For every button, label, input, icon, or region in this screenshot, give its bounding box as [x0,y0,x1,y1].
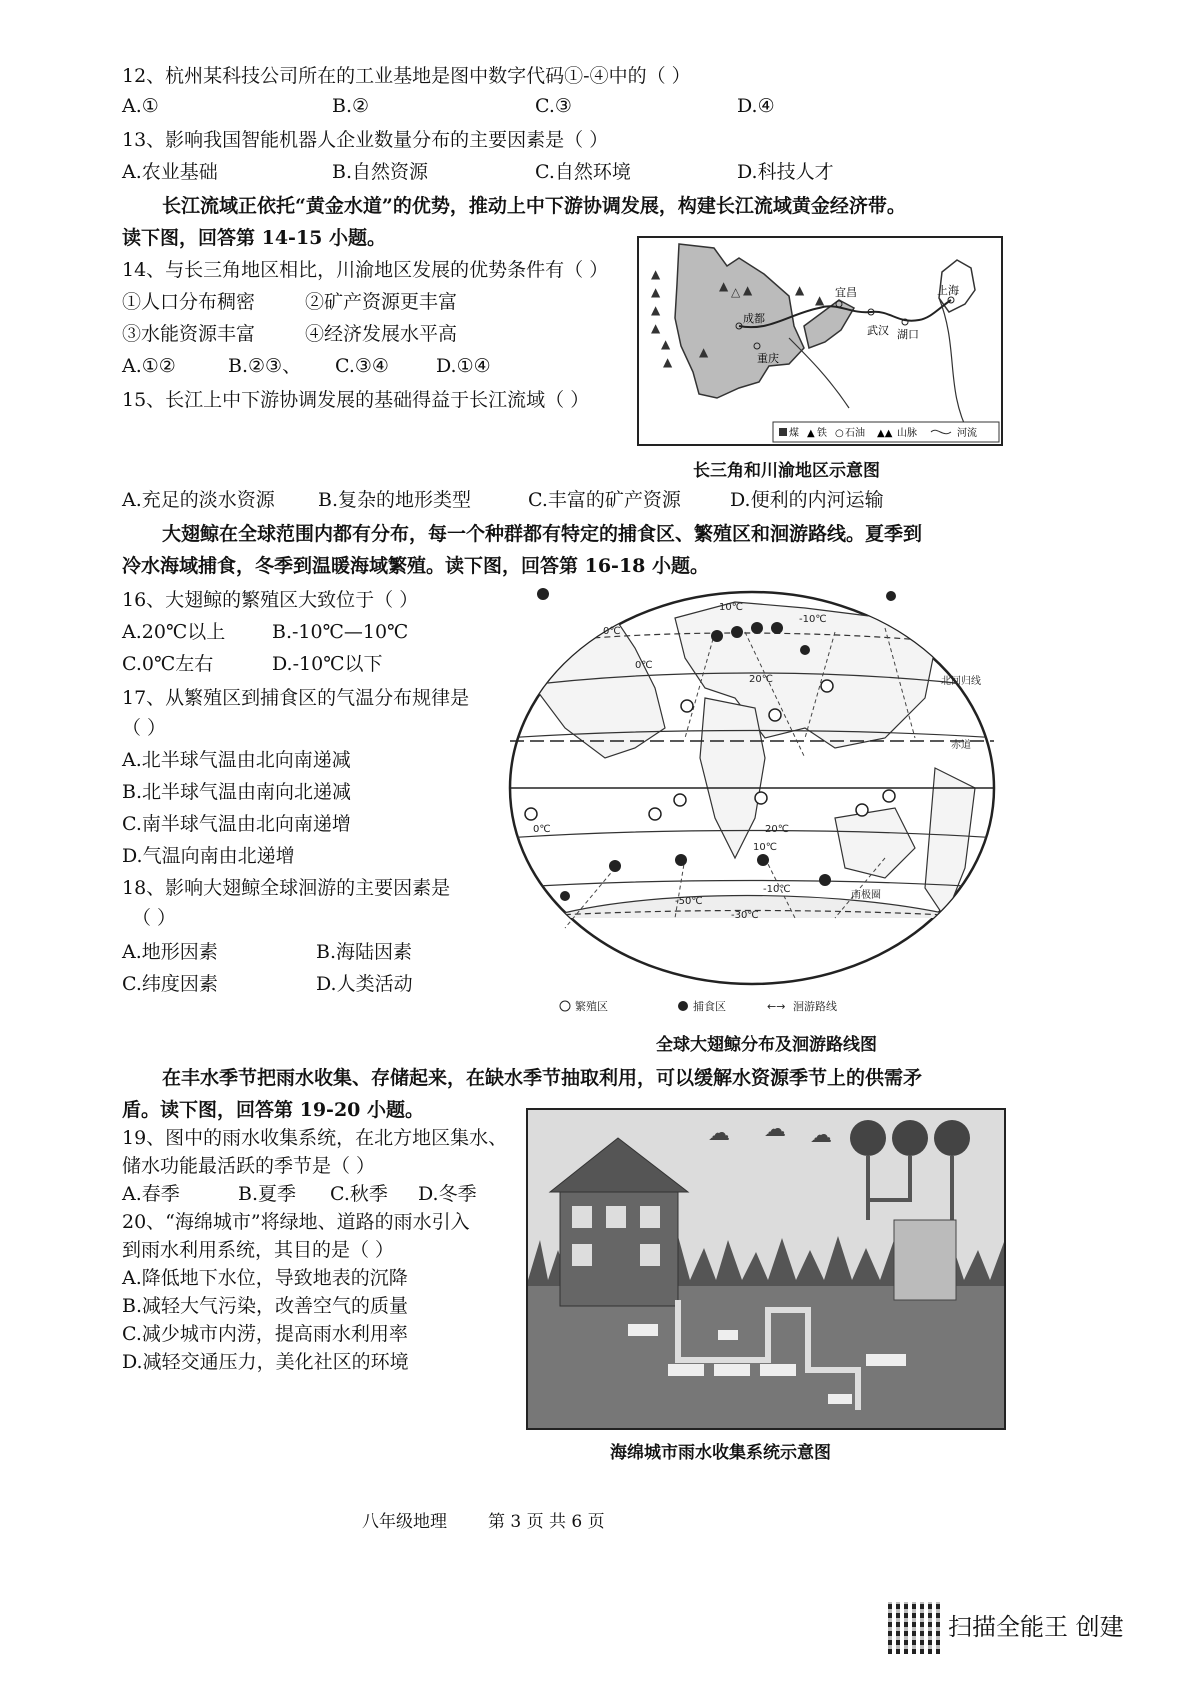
svg-text:▲▲: ▲▲ [877,428,893,439]
legend-breeding: 繁殖区 [575,1000,608,1013]
city-label: 宜昌 [835,286,857,299]
city-label: 湖口 [897,328,919,341]
svg-text:▲: ▲ [651,267,661,281]
svg-text:☁: ☁ [764,1117,786,1142]
isotherm-label: -10℃ [799,614,827,625]
q20-stem-2: 到雨水利用系统，其目的是（ ） [122,1239,395,1261]
q12-stem: 12、杭州某科技公司所在的工业基地是图中数字代码①-④中的（ ） [122,65,691,87]
svg-text:▲: ▲ [651,321,661,335]
isotherm-label: -30℃ [731,910,759,921]
map2-caption: 全球大翅鲸分布及洄游路线图 [656,1035,877,1055]
q18-option-c: C.纬度因素 [122,973,218,995]
q18-paren: （ ） [132,907,177,929]
legend-label: 煤 [789,428,799,439]
fig3-caption: 海绵城市雨水收集系统示意图 [610,1443,831,1463]
city-label: 成都 [743,312,765,325]
q13-option-d: D.科技人才 [737,161,834,183]
legend-label: 铁 [817,428,827,439]
svg-text:☁: ☁ [708,1121,730,1146]
isotherm-label: -10℃ [763,884,791,895]
q14-option-d: D.①④ [436,355,491,377]
svg-text:○: ○ [835,428,844,439]
svg-text:▲: ▲ [651,303,661,317]
legend-label: 石油 [845,428,865,439]
map1-caption: 长三角和川渝地区示意图 [693,461,880,481]
legend-feeding: 捕食区 [693,1000,726,1013]
q13-stem: 13、影响我国智能机器人企业数量分布的主要因素是（ ） [122,129,609,151]
svg-text:▲: ▲ [661,337,671,351]
q18-stem: 18、影响大翅鲸全球洄游的主要因素是 [122,877,451,899]
svg-text:△: △ [731,285,741,299]
q19-stem-1: 19、图中的雨水收集系统，在北方地区集水、 [122,1127,508,1149]
q20-option-b: B.减轻大气污染，改善空气的质量 [122,1295,409,1317]
intro14-line1: 长江流域正依托“黄金水道”的优势，推动上中下游协调发展，构建长江流域黄金经济带。 [162,195,906,217]
q15-option-c: C.丰富的矿产资源 [528,489,681,511]
qr-code-icon [888,1602,940,1654]
intro16-line2: 冷水海域捕食，冬季到温暖海域繁殖。读下图，回答第 16-18 小题。 [122,555,709,577]
q16-stem: 16、大翅鲸的繁殖区大致位于（ ） [122,589,419,611]
q14-item-2: ②矿产资源更丰富 [305,291,458,313]
legend-label: 山脉 [897,428,917,439]
q15-option-b: B.复杂的地形类型 [318,489,472,511]
q12-option-a: A.① [122,95,159,117]
sponge-city-figure [526,1108,1006,1430]
intro19-line1: 在丰水季节把雨水收集、存储起来，在缺水季节抽取利用，可以缓解水资源季节上的供需矛 [162,1067,923,1089]
isotherm-label: 10℃ [719,602,743,613]
svg-text:←→: ←→ [767,1000,786,1013]
q14-option-b: B.②③、 [228,355,302,377]
svg-text:▲: ▲ [807,428,815,439]
isotherm-label: 0℃ [533,824,551,835]
q17-option-b: B.北半球气温由南向北递减 [122,781,352,803]
whale-migration-map [505,588,999,1020]
q16-option-c: C.0℃左右 [122,653,214,675]
footer-page: 第 3 页 共 6 页 [488,1512,605,1532]
q14-option-a: A.①② [122,355,176,377]
q20-option-a: A.降低地下水位，导致地表的沉降 [122,1267,408,1289]
q14-item-4: ④经济发展水平高 [305,323,458,345]
footer-subject: 八年级地理 [362,1512,447,1532]
city-label: 上海 [937,284,959,297]
intro16-line1: 大翅鲸在全球范围内都有分布，每一个种群都有特定的捕食区、繁殖区和洄游路线。夏季到 [162,523,923,545]
isotherm-label: 20℃ [765,824,789,835]
svg-text:▲: ▲ [743,283,753,297]
q17-option-a: A.北半球气温由北向南递减 [122,749,351,771]
q13-option-b: B.自然资源 [332,161,429,183]
legend-route: 洄游路线 [793,1000,837,1013]
q14-stem: 14、与长三角地区相比，川渝地区发展的优势条件有（ ） [122,259,609,281]
isotherm-label: 10℃ [753,842,777,853]
q17-option-d: D.气温向南由北递增 [122,845,295,867]
tropic-label: 北回归线 [941,676,981,687]
antarctic-circle-label: 南极圈 [851,890,881,901]
q12-option-b: B.② [332,95,370,117]
yangtze-map-figure [637,236,1003,446]
q19-option-d: D.冬季 [418,1183,477,1205]
q18-option-d: D.人类活动 [316,973,413,995]
legend-label: 河流 [957,428,977,439]
q18-option-b: B.海陆因素 [316,941,413,963]
city-label: 重庆 [757,352,779,365]
q15-option-a: A.充足的淡水资源 [122,489,275,511]
isotherm-label: -50℃ [675,896,703,907]
svg-text:▲: ▲ [651,285,661,299]
q12-option-d: D.④ [737,95,775,117]
isotherm-label: 0℃ [603,626,621,637]
q17-option-c: C.南半球气温由北向南递增 [122,813,351,835]
q12-option-c: C.③ [535,95,572,117]
q17-paren: （ ） [122,717,167,739]
q17-stem: 17、从繁殖区到捕食区的气温分布规律是 [122,687,470,709]
q19-option-c: C.秋季 [330,1183,388,1205]
svg-text:▲: ▲ [815,293,825,307]
q18-option-a: A.地形因素 [122,941,218,963]
svg-text:☁: ☁ [810,1123,832,1148]
q13-option-c: C.自然环境 [535,161,631,183]
q13-option-a: A.农业基础 [122,161,218,183]
watermark-text: 扫描全能王 创建 [948,1613,1124,1641]
q19-option-b: B.夏季 [238,1183,297,1205]
q19-stem-2: 储水功能最活跃的季节是（ ） [122,1155,376,1177]
q15-stem: 15、长江上中下游协调发展的基础得益于长江流域（ ） [122,389,590,411]
q14-item-3: ③水能资源丰富 [122,323,256,345]
q16-option-d: D.-10℃以下 [272,653,383,675]
q19-option-a: A.春季 [122,1183,180,1205]
q15-option-d: D.便利的内河运输 [730,489,884,511]
equator-label: 赤道 [951,740,971,751]
q14-item-1: ①人口分布稠密 [122,291,256,313]
intro19-line2: 盾。读下图，回答第 19-20 小题。 [122,1099,424,1121]
isotherm-label: 20℃ [749,674,773,685]
q20-option-c: C.减少城市内涝，提高雨水利用率 [122,1323,408,1345]
q20-option-d: D.减轻交通压力，美化社区的环境 [122,1351,409,1373]
svg-text:▲: ▲ [795,283,805,297]
svg-text:▲: ▲ [719,279,729,293]
q14-option-c: C.③④ [335,355,389,377]
sponge-city-diagram [528,1110,1004,1428]
intro14-line2: 读下图，回答第 14-15 小题。 [122,227,386,249]
yangtze-map [639,238,1001,444]
svg-text:▲: ▲ [663,355,673,369]
city-label: 武汉 [867,324,889,337]
isotherm-label: 0℃ [635,660,653,671]
q16-option-b: B.-10℃—10℃ [272,621,409,643]
svg-text:▲: ▲ [699,345,709,359]
q16-option-a: A.20℃以上 [122,621,226,643]
q20-stem-1: 20、“海绵城市”将绿地、道路的雨水引入 [122,1211,470,1233]
